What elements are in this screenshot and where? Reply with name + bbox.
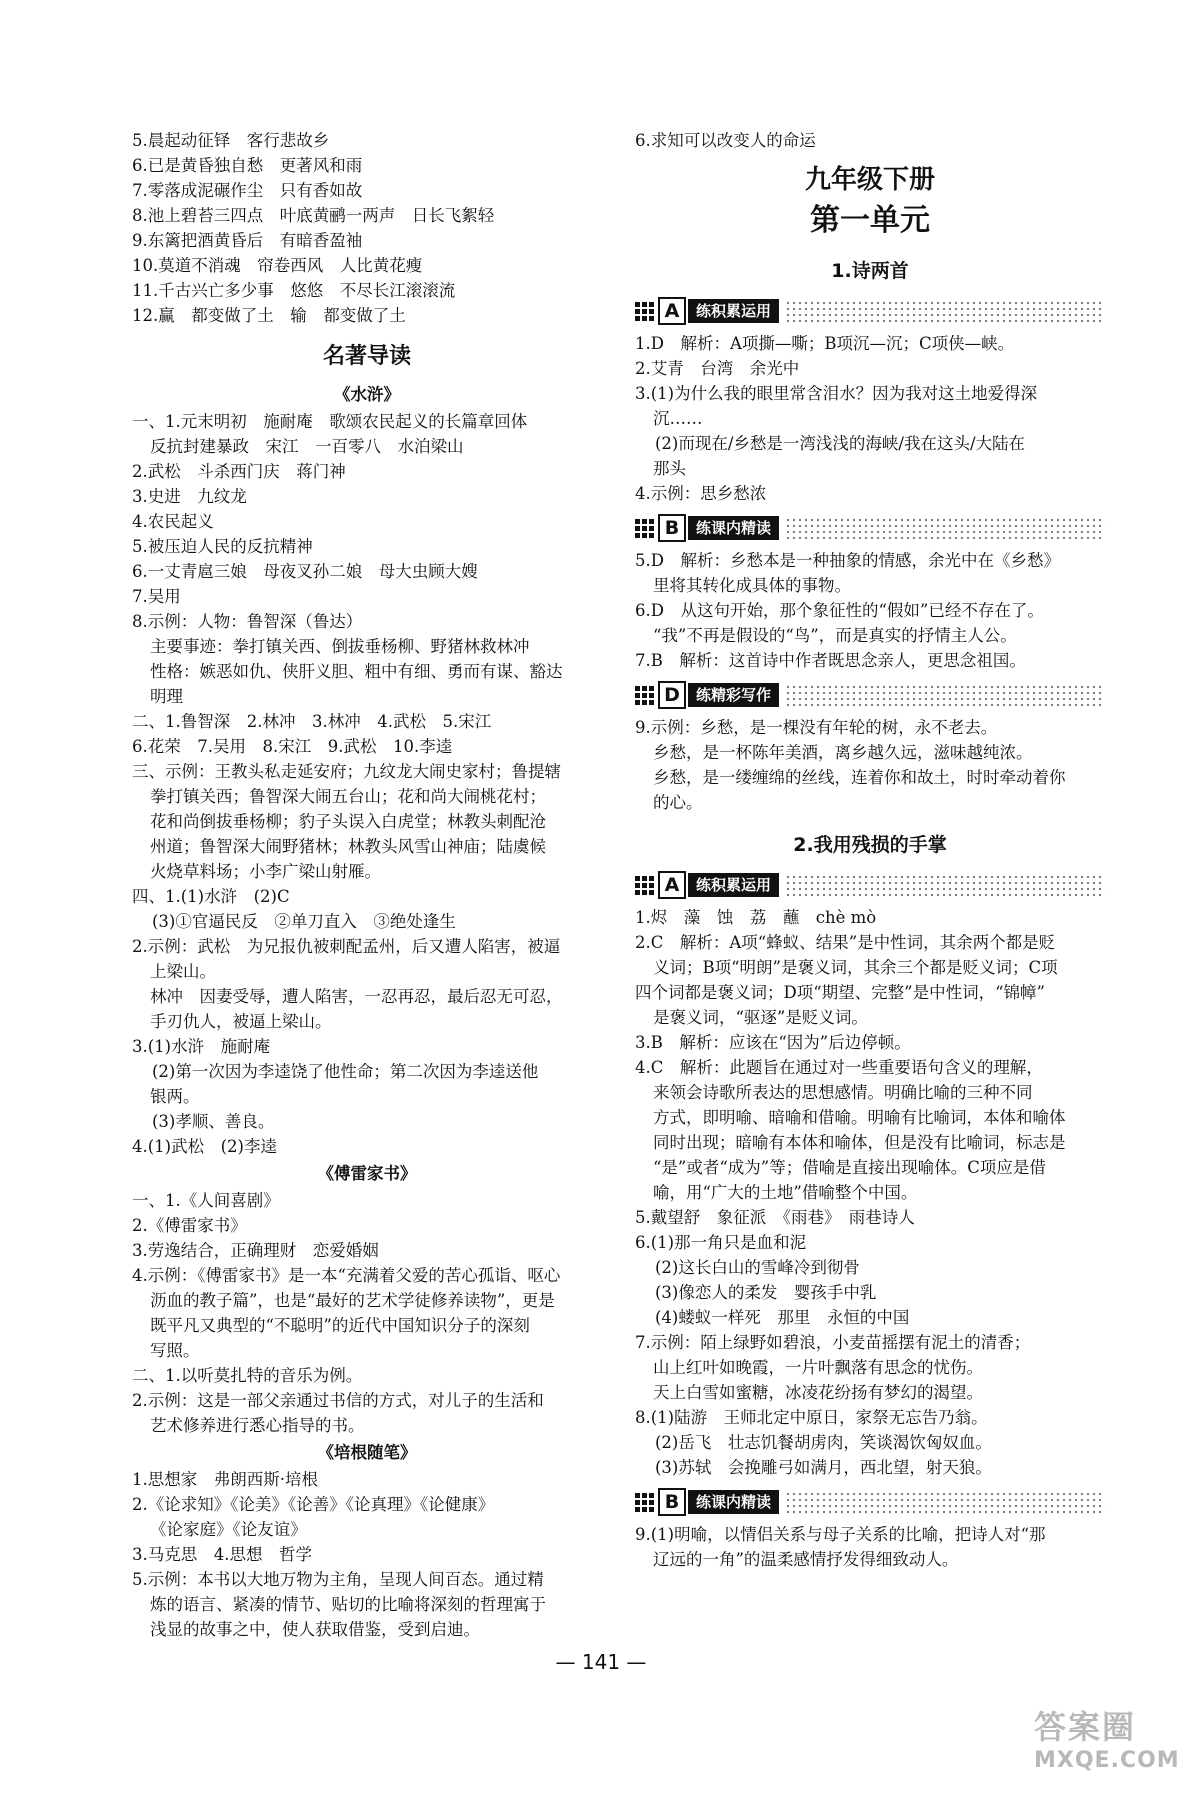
- answer-line: (2)而现在/乡愁是一湾浅浅的海峡/我在这头/大陆在: [655, 434, 1026, 453]
- answer-line: 4.(1)武松 (2)李逵: [132, 1137, 277, 1156]
- answer-line: (3)孝顺、善良。: [152, 1112, 275, 1131]
- answer-line: 2.武松 斗杀西门庆 蒋门神: [132, 462, 346, 481]
- badge-letter: A: [658, 871, 686, 899]
- answer-line: 拳打镇关西；鲁智深大闹五台山；花和尚大闹桃花村；: [150, 787, 546, 806]
- answer-line: 2.艾青 台湾 余光中: [635, 359, 800, 378]
- answer-line: 2.示例：这是一部父亲通过书信的方式，对儿子的生活和: [132, 1391, 544, 1410]
- answer-line: 四个词都是褒义词；D项“期望、完整”是中性词，“锦幛”: [635, 983, 1045, 1002]
- answer-line: 主要事迹：拳打镇关西、倒拔垂杨柳、野猪林救林冲: [150, 637, 530, 656]
- answer-line: 3.史进 九纹龙: [132, 487, 247, 506]
- answer-line: 12.赢 都变做了土 输 都变做了土: [132, 306, 406, 325]
- answer-line: 乡愁，是一杯陈年美酒，离乡越久远，滋味越纯浓。: [653, 743, 1033, 762]
- watermark-logo: [1034, 1702, 1184, 1782]
- answer-line: 3.B 解析：应该在“因为”后边停顿。: [635, 1033, 911, 1052]
- answer-line: 9.(1)明喻，以情侣关系与母子关系的比喻，把诗人对“那: [635, 1525, 1046, 1544]
- answer-line: 性格：嫉恶如仇、侠肝义胆、粗中有细、勇而有谋、豁达: [150, 662, 563, 681]
- answer-line: 5.D 解析：乡愁本是一种抽象的情感，余光中在《乡愁》: [635, 551, 1060, 570]
- answer-line: 的心。: [653, 793, 703, 812]
- answer-line: 火烧草料场；小李广梁山射雁。: [150, 862, 381, 881]
- watermark-line2: MXQE.COM: [1034, 1748, 1180, 1773]
- answer-line: 浅显的故事之中，使人获取借鉴，受到启迪。: [150, 1620, 480, 1639]
- answer-line: 辽远的一角”的温柔感情抒发得细致动人。: [653, 1550, 959, 1569]
- answer-line: 6.一丈青扈三娘 母夜叉孙二娘 母大虫顾大嫂: [132, 562, 478, 581]
- answer-line: 那头: [653, 459, 686, 478]
- answer-line: 2.示例：武松 为兄报仇被刺配孟州，后又遭人陷害，被逼: [132, 937, 561, 956]
- answer-line: 5.晨起动征铎 客行悲故乡: [132, 131, 330, 150]
- book-title-fulei: 《傅雷家书》: [317, 1164, 417, 1183]
- answer-line: 银两。: [150, 1087, 200, 1106]
- badge-letter: D: [658, 681, 686, 709]
- answer-line: 3.(1)水浒 施耐庵: [132, 1037, 271, 1056]
- answer-line: 4.示例：《傅雷家书》是一本“充满着父爱的苦心孤诣、呕心: [132, 1266, 561, 1285]
- answer-line: 6.花荣 7.吴用 8.宋江 9.武松 10.李逵: [132, 737, 453, 756]
- answer-line: (2)岳飞 壮志饥餐胡虏肉，笑谈渴饮匈奴血。: [655, 1433, 992, 1452]
- answer-line: (4)蝼蚁一样死 那里 永恒的中国: [655, 1308, 910, 1327]
- answer-line: 3.马克思 4.思想 哲学: [132, 1545, 312, 1564]
- answer-line: 8.示例：人物：鲁智深（鲁达）: [132, 612, 363, 631]
- answer-line: (3)①官逼民反 ②单刀直入 ③绝处逢生: [152, 912, 456, 931]
- watermark-line1: 答案圈: [1034, 1708, 1137, 1746]
- answer-line: 义词；B项“明朗”是褒义词，其余三个都是贬义词；C项: [653, 958, 1058, 977]
- answer-line: 一、1.元末明初 施耐庵 歌颂农民起义的长篇章回体: [132, 412, 528, 431]
- answer-line: 7.吴用: [132, 587, 181, 606]
- answer-line: 2.《论求知》《论美》《论善》《论真理》《论健康》: [132, 1495, 495, 1514]
- answer-line: (2)这长白山的雪峰冷到彻骨: [655, 1258, 860, 1277]
- answer-line: 6.(1)那一角只是血和泥: [635, 1233, 807, 1252]
- banner-label: 练课内精读: [688, 1490, 779, 1514]
- section-title: 名著导读: [322, 344, 411, 369]
- answer-line: “是”或者“成为”等；借喻是直接出现喻体。C项应是借: [653, 1158, 1046, 1177]
- answer-line: 7.示例：陌上绿野如碧浪，小麦苗摇摆有泥土的清香；: [635, 1333, 1031, 1352]
- answer-line: 二、1.鲁智深 2.林冲 3.林冲 4.武松 5.宋江: [132, 712, 492, 731]
- answer-line: 11.千古兴亡多少事 悠悠 不尽长江滚滚流: [132, 281, 456, 300]
- answer-line: 明理: [150, 687, 183, 706]
- answer-line: 1.烬 藻 蚀 荔 蘸 chè mò: [635, 908, 877, 927]
- halftone-pattern: [785, 874, 1105, 896]
- banner-b-lesson1: [635, 514, 1105, 542]
- answer-line: 5.被压迫人民的反抗精神: [132, 537, 313, 556]
- banner-a-lesson1: [635, 297, 1105, 325]
- answer-line: 2.《傅雷家书》: [132, 1216, 247, 1235]
- answer-line: 天上白雪如蜜糖，冰凌花纷扬有梦幻的渴望。: [653, 1383, 983, 1402]
- answer-line: 是褒义词，“驱逐”是贬义词。: [653, 1008, 868, 1027]
- unit-title: 第一单元: [810, 203, 930, 238]
- answer-line: 来领会诗歌所表达的思想感情。明确比喻的三种不同: [653, 1083, 1033, 1102]
- answer-line: 7.B 解析：这首诗中作者既思念亲人，更思念祖国。: [635, 651, 1026, 670]
- lesson-title-2: 2.我用残损的手掌: [793, 834, 947, 856]
- answer-line: 方式，即明喻、暗喻和借喻。明喻有比喻词，本体和喻体: [653, 1108, 1066, 1127]
- answer-line: 山上红叶如晚霞，一片叶飘落有思念的忧伤。: [653, 1358, 983, 1377]
- answer-line: 2.C 解析：A项“蜂蚁、结果”是中性词，其余两个都是贬: [635, 933, 1056, 952]
- lesson2-b-answers: [635, 1522, 1105, 1572]
- answer-line: 艺术修养进行悉心指导的书。: [150, 1416, 365, 1435]
- answer-line: 沉……: [653, 409, 703, 428]
- answer-line: 4.示例：思乡愁浓: [635, 484, 767, 503]
- dots-icon: [635, 876, 654, 895]
- banner-label: 练积累运用: [688, 299, 779, 323]
- answer-line: 炼的语言、紧凑的情节、贴切的比喻将深刻的哲理寓于: [150, 1595, 546, 1614]
- answer-line: 二、1.以听莫扎特的音乐为例。: [132, 1366, 363, 1385]
- answer-line: 1.D 解析：A项撕—嘶；B项沉—沉；C项侠—峡。: [635, 334, 1015, 353]
- book-title-peigen: 《培根随笔》: [317, 1443, 417, 1462]
- answer-line: 既平凡又典型的“不聪明”的近代中国知识分子的深刻: [150, 1316, 530, 1335]
- lesson1-a-answers: [635, 331, 1105, 506]
- answer-line: 4.农民起义: [132, 512, 214, 531]
- answer-line: 5.戴望舒 象征派 《雨巷》 雨巷诗人: [635, 1208, 915, 1227]
- answer-line: 1.思想家 弗朗西斯·培根: [132, 1470, 318, 1489]
- answer-line: 写照。: [150, 1341, 200, 1360]
- answer-line: 8.(1)陆游 王师北定中原日，家祭无忘告乃翁。: [635, 1408, 988, 1427]
- answer-line: 8.池上碧苔三四点 叶底黄鹂一两声 日长飞絮轻: [132, 206, 495, 225]
- right-column: [635, 128, 1105, 1572]
- answer-line: 上梁山。: [150, 962, 216, 981]
- page-number: — 141 —: [555, 1650, 647, 1674]
- answer-line: 手刃仇人，被逼上梁山。: [150, 1012, 332, 1031]
- halftone-pattern: [785, 684, 1105, 706]
- answer-line: 一、1.《人间喜剧》: [132, 1191, 280, 1210]
- answer-line: 林冲 因妻受辱，遭人陷害，一忍再忍，最后忍无可忍，: [150, 987, 563, 1006]
- answer-line: 3.劳逸结合，正确理财 恋爱婚姻: [132, 1241, 379, 1260]
- badge-letter: A: [658, 297, 686, 325]
- answer-line: 州道；鲁智深大闹野猪林；林教头风雪山神庙；陆虞候: [150, 837, 546, 856]
- badge-letter: B: [658, 1488, 686, 1516]
- top-item: 6.求知可以改变人的命运: [635, 131, 816, 150]
- banner-label: 练课内精读: [688, 516, 779, 540]
- answer-line: 三、示例：王教头私走延安府；九纹龙大闹史家村；鲁提辖: [132, 762, 561, 781]
- answer-line: 同时出现；暗喻有本体和喻体，但是没有比喻词，标志是: [653, 1133, 1066, 1152]
- answer-line: 6.已是黄昏独自愁 更著风和雨: [132, 156, 363, 175]
- fulei-answers: [132, 1188, 602, 1438]
- book-title-shuihu: 《水浒》: [334, 385, 400, 404]
- answer-line: 喻，用“广大的土地”借喻整个中国。: [653, 1183, 918, 1202]
- halftone-pattern: [785, 517, 1105, 539]
- answer-line: 5.示例：本书以大地万物为主角，呈现人间百态。通过精: [132, 1570, 544, 1589]
- answer-line: 乡愁，是一缕缠绵的丝线，连着你和故土，时时牵动着你: [653, 768, 1066, 787]
- banner-a-lesson2: [635, 871, 1105, 899]
- dots-icon: [635, 302, 654, 321]
- answer-line: 7.零落成泥碾作尘 只有香如故: [132, 181, 363, 200]
- answer-line: 《论家庭》《论友谊》: [150, 1520, 307, 1539]
- banner-label: 练积累运用: [688, 873, 779, 897]
- banner-label: 练精彩写作: [688, 683, 779, 707]
- answer-line: 里将其转化成具体的事物。: [653, 576, 851, 595]
- shuihu-answers: [132, 409, 602, 1159]
- left-column: [132, 128, 602, 1642]
- answer-line: “我”不再是假设的“鸟”，而是真实的抒情主人公。: [653, 626, 1017, 645]
- lesson1-d-answers: [635, 715, 1105, 815]
- halftone-pattern: [785, 1491, 1105, 1513]
- dots-icon: [635, 686, 654, 705]
- halftone-pattern: [785, 300, 1105, 322]
- dots-icon: [635, 1493, 654, 1512]
- answer-line: 6.D 从这句开始，那个象征性的“假如”已经不存在了。: [635, 601, 1044, 620]
- lesson-title-1: 1.诗两首: [831, 260, 909, 282]
- lesson2-a-answers: [635, 905, 1105, 1480]
- answer-line: 反抗封建暴政 宋江 一百零八 水泊梁山: [150, 437, 464, 456]
- banner-b-lesson2: [635, 1488, 1105, 1516]
- grade-title: 九年级下册: [804, 165, 935, 195]
- answer-line: (3)苏轼 会挽雕弓如满月，西北望，射天狼。: [655, 1458, 992, 1477]
- banner-d-lesson1: [635, 681, 1105, 709]
- peigen-answers: [132, 1467, 602, 1642]
- answer-line: 9.示例：乡愁，是一棵没有年轮的树，永不老去。: [635, 718, 998, 737]
- answer-line: (3)像恋人的柔发 婴孩手中乳: [655, 1283, 877, 1302]
- answer-line: 10.莫道不消魂 帘卷西风 人比黄花瘦: [132, 256, 423, 275]
- badge-letter: B: [658, 514, 686, 542]
- answer-line: 3.(1)为什么我的眼里常含泪水？因为我对这土地爱得深: [635, 384, 1038, 403]
- answer-line: 9.东篱把酒黄昏后 有暗香盈袖: [132, 231, 363, 250]
- lesson1-b-answers: [635, 548, 1105, 673]
- answer-line: 沥血的教子篇”，也是“最好的艺术学徒修养读物”，更是: [150, 1291, 555, 1310]
- answer-line: 花和尚倒拔垂杨柳；豹子头误入白虎堂；林教头刺配沧: [150, 812, 546, 831]
- answer-line: 四、1.(1)水浒 (2)C: [132, 887, 290, 906]
- dots-icon: [635, 519, 654, 538]
- answer-line: (2)第一次因为李逵饶了他性命；第二次因为李逵送他: [152, 1062, 539, 1081]
- poetry-answers: [132, 128, 602, 328]
- answer-line: 4.C 解析：此题旨在通过对一些重要语句含义的理解，: [635, 1058, 1043, 1077]
